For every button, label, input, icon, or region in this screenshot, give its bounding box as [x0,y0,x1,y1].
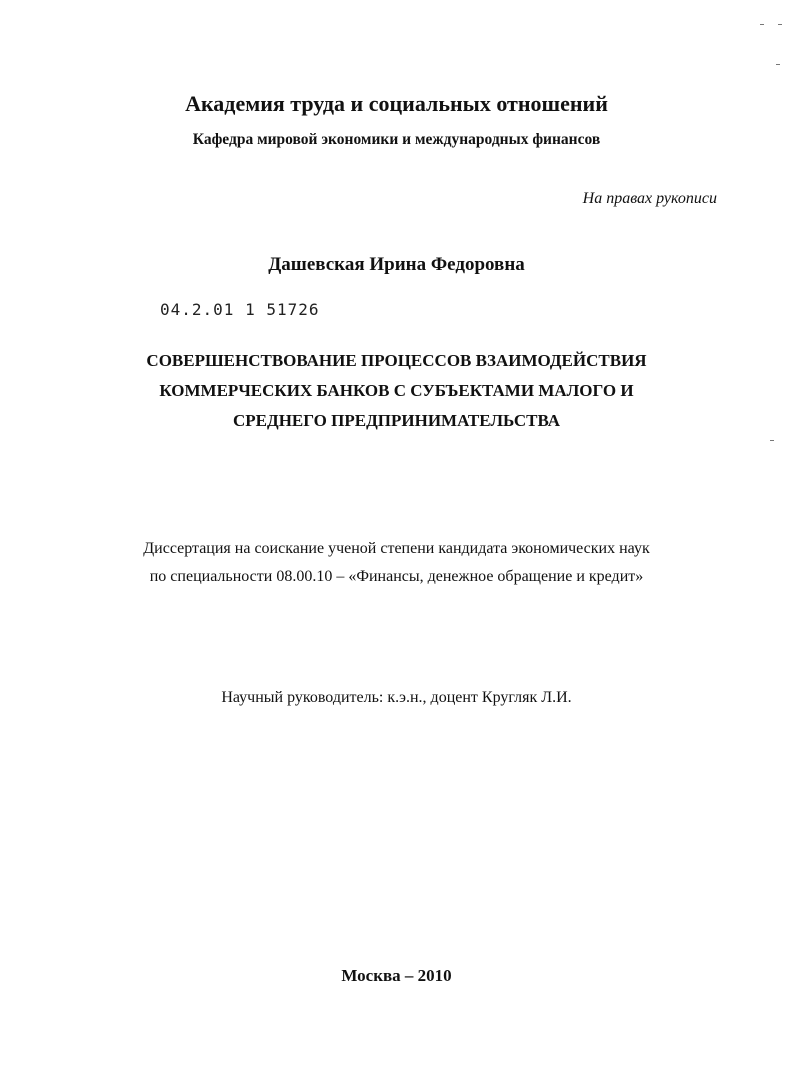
title-line-1: СОВЕРШЕНСТВОВАНИЕ ПРОЦЕССОВ ВЗАИМОДЕЙСТВИЯ [146,351,647,370]
scan-speck [770,440,774,441]
scan-speck [760,24,764,25]
scientific-advisor: Научный руководитель: к.э.н., доцент Кругляк Л.И. [221,689,572,706]
scan-speck [778,24,782,25]
city-year: Москва – 2010 [341,966,452,985]
scan-speck [776,64,780,65]
description-line-2: по специальности 08.00.10 – «Финансы, денежное обращение и кредит» [149,568,644,585]
dissertation-title [0,346,793,436]
dissertation-description [0,535,793,591]
title-line-2: КОММЕРЧЕСКИХ БАНКОВ С СУБЪЕКТАМИ МАЛОГО И [159,381,634,400]
department-name: Кафедра мировой экономики и международных финансов [192,131,601,148]
rights-note: На правах рукописи [582,190,717,207]
title-line-3: СРЕДНЕГО ПРЕДПРИНИМАТЕЛЬСТВА [233,411,560,430]
institution-name: Академия труда и социальных отношений [185,91,608,116]
description-line-1: Диссертация на соискание ученой степени кандидата экономических наук [143,540,650,557]
author-name: Дашевская Ирина Федоровна [268,254,525,275]
registry-code: 04.2.01 1 51726 [160,300,320,319]
